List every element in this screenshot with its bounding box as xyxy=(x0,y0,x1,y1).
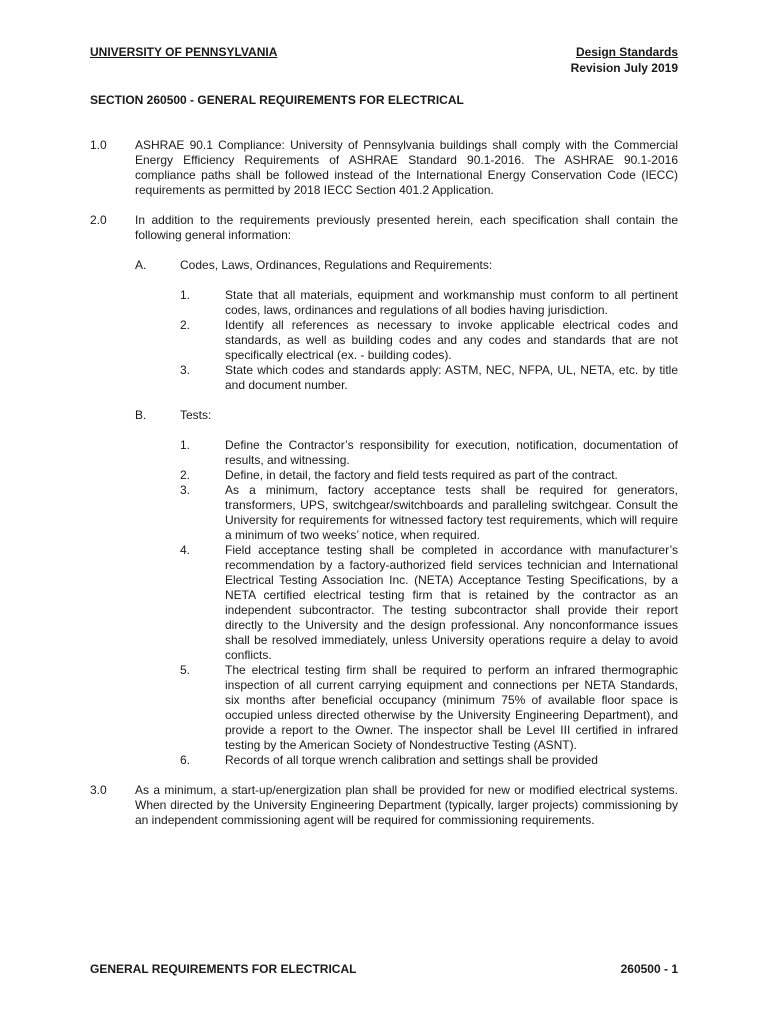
section-text: In addition to the requirements previously presented herein, each specification shall contain the following general information: xyxy=(135,213,678,242)
section-number: 2.0 xyxy=(90,213,107,227)
section-number: 1.0 xyxy=(90,138,107,152)
item-number: 2. xyxy=(180,318,191,332)
item-number: 4. xyxy=(180,543,191,557)
footer-page-number: 260500 - 1 xyxy=(620,962,678,976)
section-3 xyxy=(90,783,678,828)
list-item xyxy=(90,363,678,393)
item-text: Records of all torque wrench calibration and settings shall be provided xyxy=(225,753,598,767)
document-body xyxy=(90,138,678,828)
subsection-letter: A. xyxy=(135,258,147,272)
section-number: 3.0 xyxy=(90,783,107,797)
subsection-a-items xyxy=(90,288,678,393)
item-number: 1. xyxy=(180,288,191,302)
item-text: The electrical testing firm shall be required to perform an infrared thermographic inspection of all current carrying equipment and connections per NETA Standards, six months after beneficial occupancy (minimum 75% of available floor space is occupied unless directed otherwise by the University Engineering Department), and provide a report to the Owner. The inspector shall be Level III certified in infrared testing by the American Society of Nondestructive Testing (ASNT). xyxy=(225,663,678,752)
item-number: 3. xyxy=(180,363,191,377)
list-item xyxy=(90,753,678,768)
list-item xyxy=(90,438,678,468)
section-text: As a minimum, a start-up/energization plan shall be provided for new or modified electrical systems. When directed by the University Engineering Department (typically, larger projects) commissioning by an independent commissioning agent will be required for commissioning requirements. xyxy=(135,783,678,827)
subsection-b xyxy=(90,408,678,423)
header-doc-type: Design Standards xyxy=(575,45,678,59)
item-number: 5. xyxy=(180,663,191,677)
item-number: 3. xyxy=(180,483,191,497)
item-number: 6. xyxy=(180,753,191,767)
subsection-title: Tests: xyxy=(180,408,212,422)
item-text: As a minimum, factory acceptance tests shall be required for generators, transformers, UPS, switchgear/switchboards and paralleling switchgear. Consult the University for requirements for witnessed factory test requirements, which will require a minimum of two weeks’ notice, when required. xyxy=(225,483,678,542)
list-item xyxy=(90,468,678,483)
section-title: SECTION 260500 - GENERAL REQUIREMENTS FOR ELECTRICAL xyxy=(90,93,464,107)
item-text: Identify all references as necessary to invoke applicable electrical codes and standards, as well as building codes and any codes and standards that are not specifically electrical (ex. - building codes). xyxy=(225,318,678,362)
item-number: 1. xyxy=(180,438,191,452)
item-text: Field acceptance testing shall be completed in accordance with manufacturer’s recommendation by a factory-authorized field services technician and International Electrical Testing Association Inc. (NETA) Acceptance Testing Specifications, by a NETA certified electrical testing firm that is retained by the contractor as an independent subcontractor. The testing subcontractor shall provide their report directly to the University and the design professional. Any nonconformance issues shall be resolved immediately, unless University operations require a delay to avoid conflicts. xyxy=(225,543,678,662)
section-text: ASHRAE 90.1 Compliance: University of Pennsylvania buildings shall comply with the Commercial Energy Efficiency Requirements of ASHRAE Standard 90.1-2016. The ASHRAE 90.1-2016 compliance paths shall be followed instead of the International Energy Conservation Code (IECC) requirements as permitted by 2018 IECC Section 401.2 Application. xyxy=(135,138,678,197)
subsection-a xyxy=(90,258,678,273)
subsection-title: Codes, Laws, Ordinances, Regulations and Requirements: xyxy=(180,258,493,272)
list-item xyxy=(90,663,678,753)
item-text: Define, in detail, the factory and field tests required as part of the contract. xyxy=(225,468,618,482)
item-number: 2. xyxy=(180,468,191,482)
subsection-b-items xyxy=(90,438,678,768)
header-revision: Revision July 2019 xyxy=(570,60,678,75)
section-1 xyxy=(90,138,678,198)
list-item xyxy=(90,318,678,363)
list-item xyxy=(90,288,678,318)
list-item xyxy=(90,483,678,543)
item-text: State that all materials, equipment and workmanship must conform to all pertinent codes, laws, ordinances and regulations of all bodies having jurisdiction. xyxy=(225,288,678,317)
subsection-letter: B. xyxy=(135,408,147,422)
footer-title: GENERAL REQUIREMENTS FOR ELECTRICAL xyxy=(90,962,357,976)
header-org: UNIVERSITY OF PENNSYLVANIA xyxy=(90,45,278,59)
list-item xyxy=(90,543,678,663)
item-text: Define the Contractor’s responsibility for execution, notification, documentation of results, and witnessing. xyxy=(225,438,678,467)
header-right-block xyxy=(571,45,678,76)
item-text: State which codes and standards apply: ASTM, NEC, NFPA, UL, NETA, etc. by title and document number. xyxy=(225,363,678,392)
section-2 xyxy=(90,213,678,243)
